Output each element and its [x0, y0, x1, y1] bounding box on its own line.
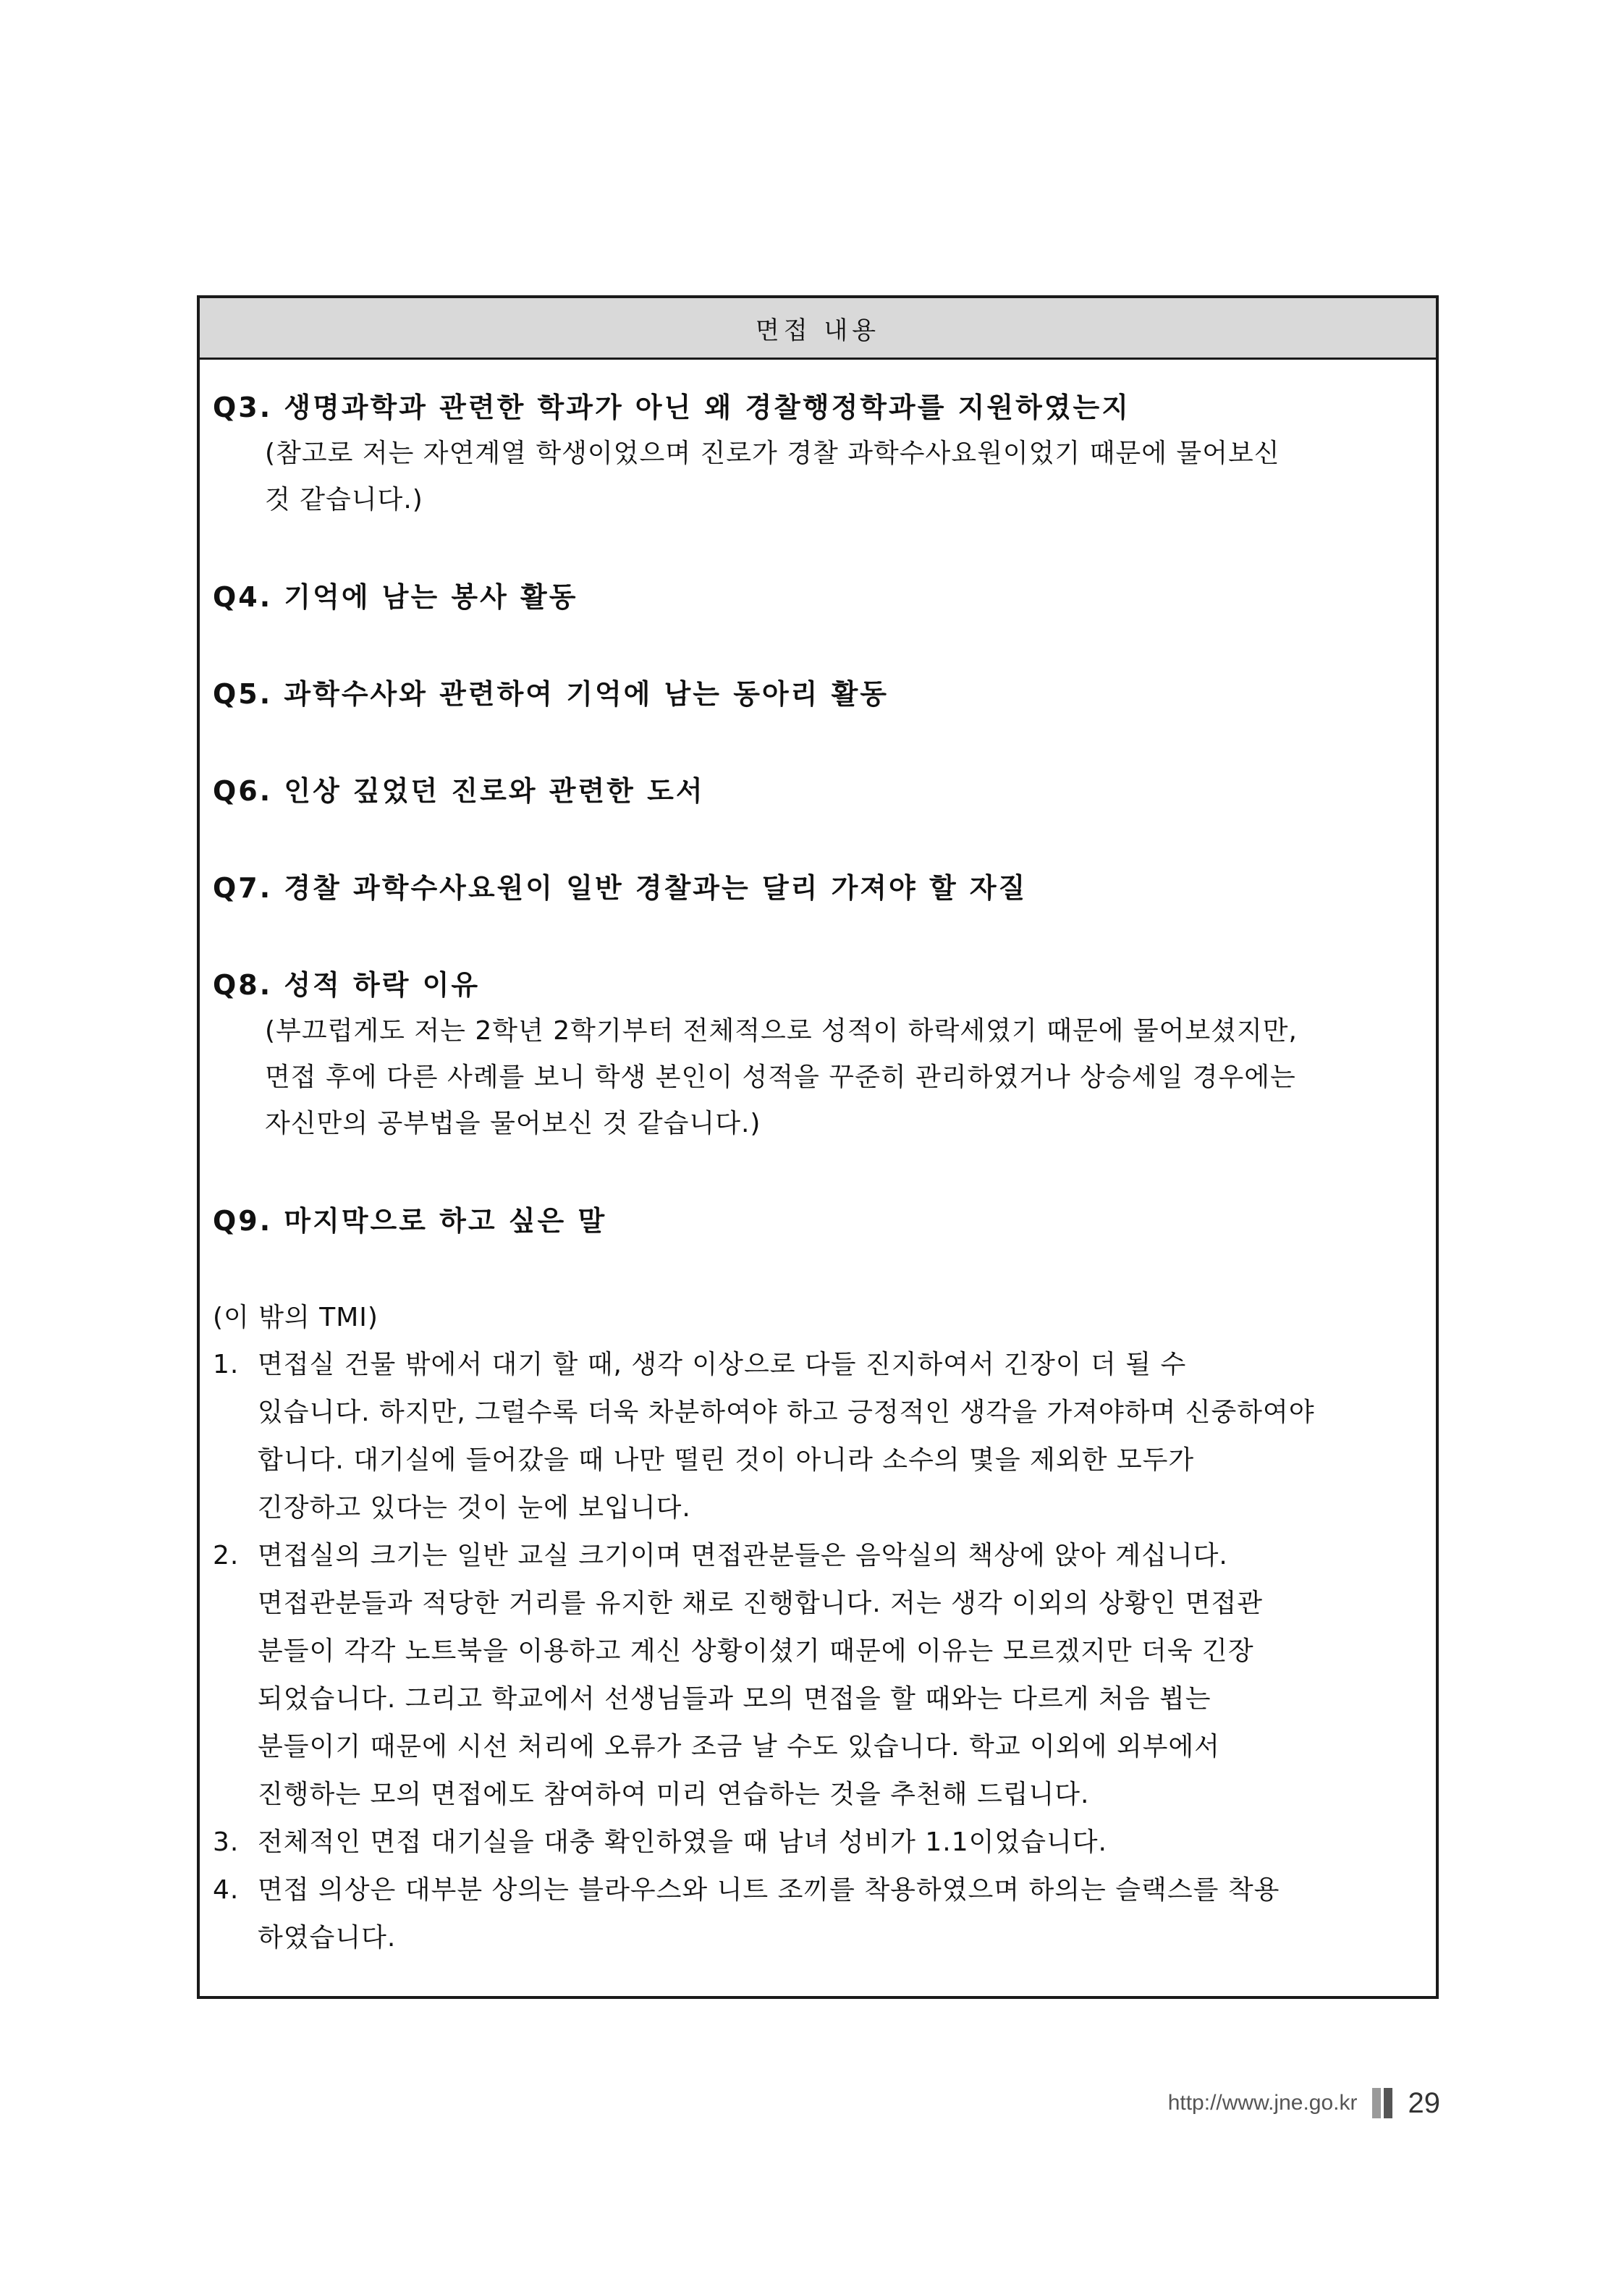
- interview-content-box: [197, 295, 1439, 1999]
- note-line: (부끄럽게도 저는 2학년 2학기부터 전체적으로 성적이 하락세였기 때문에 물어보셨지만,: [265, 1016, 1298, 1046]
- note-line: 자신만의 공부법을 물어보신 것 같습니다.): [265, 1109, 761, 1138]
- question-label: Q6. 인상 깊었던 진로와 관련한 도서: [213, 775, 705, 807]
- list-item-line: 분들이기 때문에 시선 처리에 오류가 조금 날 수도 있습니다. 학교 이외에 외부에서: [258, 1732, 1220, 1762]
- box-body: [200, 384, 1436, 1962]
- question-label: Q3. 생명과학과 관련한 학과가 아닌 왜 경찰행정학과를 지원하였는지: [213, 392, 1130, 423]
- list-item-line: 합니다. 대기실에 들어갔을 때 나만 떨린 것이 아니라 소수의 몇을 제외한 모두가: [258, 1445, 1195, 1475]
- list-item-line: 하였습니다.: [258, 1923, 397, 1953]
- list-item: [213, 1866, 1421, 1962]
- box-title: 면접 내용: [755, 316, 881, 345]
- list-item-number: 2.: [213, 1541, 240, 1570]
- question-note: [265, 1008, 1421, 1147]
- tmi-heading: (이 밖의 TMI): [213, 1303, 378, 1332]
- list-item-line: 면접실의 크기는 일반 교실 크기이며 면접관분들은 음악실의 책상에 앉아 계십니다.: [258, 1541, 1228, 1570]
- question-q5: [213, 671, 1421, 717]
- question-q9: [213, 1198, 1421, 1244]
- list-item-number: 3.: [213, 1827, 240, 1857]
- box-header: [200, 298, 1436, 360]
- note-line: 것 같습니다.): [265, 485, 423, 515]
- question-label: Q4. 기억에 남는 봉사 활동: [213, 581, 578, 613]
- footer-url: http://www.jne.go.kr: [1167, 2091, 1358, 2115]
- list-item-line: 면접실 건물 밖에서 대기 할 때, 생각 이상으로 다들 진지하여서 긴장이 더 될 수: [258, 1350, 1187, 1379]
- list-item-number: 4.: [213, 1875, 240, 1905]
- question-note: [265, 431, 1421, 523]
- question-q6: [213, 768, 1421, 814]
- list-item-line: 전체적인 면접 대기실을 대충 확인하였을 때 남녀 성비가 1.1이었습니다.: [258, 1827, 1107, 1857]
- list-item-line: 면접관분들과 적당한 거리를 유지한 채로 진행합니다. 저는 생각 이외의 상황인 면접관: [258, 1589, 1264, 1618]
- note-line: (참고로 저는 자연계열 학생이었으며 진로가 경찰 과학수사요원이었기 때문에 물어보신: [265, 439, 1280, 468]
- list-item-line: 있습니다. 하지만, 그럴수록 더욱 차분하여야 하고 긍정적인 생각을 가져야하며 신중하여야: [258, 1398, 1315, 1427]
- tmi-list: [213, 1341, 1421, 1962]
- question-q3: [213, 384, 1421, 523]
- tmi-section: [213, 1295, 1421, 1962]
- footer-bar-icon: [1372, 2088, 1395, 2118]
- list-item-number: 1.: [213, 1350, 240, 1379]
- question-label: Q5. 과학수사와 관련하여 기억에 남는 동아리 활동: [213, 678, 889, 710]
- list-item-line: 면접 의상은 대부분 상의는 블라우스와 니트 조끼를 착용하였으며 하의는 슬랙스를 착용: [258, 1875, 1280, 1905]
- list-item-line: 되었습니다. 그리고 학교에서 선생님들과 모의 면접을 할 때와는 다르게 처음 뵙는: [258, 1684, 1211, 1714]
- page-number: 29: [1408, 2086, 1440, 2119]
- page-footer: [1129, 2081, 1440, 2125]
- list-item-line: 긴장하고 있다는 것이 눈에 보입니다.: [258, 1493, 691, 1523]
- question-q4: [213, 574, 1421, 620]
- question-q7: [213, 865, 1421, 911]
- list-item: [213, 1341, 1421, 1532]
- question-label: Q9. 마지막으로 하고 싶은 말: [213, 1205, 607, 1237]
- question-q8: [213, 962, 1421, 1147]
- question-label: Q7. 경찰 과학수사요원이 일반 경찰과는 달리 가져야 할 자질: [213, 872, 1028, 904]
- note-line: 면접 후에 다른 사례를 보니 학생 본인이 성적을 꾸준히 관리하였거나 상승세일 경우에는: [265, 1062, 1296, 1092]
- question-label: Q8. 성적 하락 이유: [213, 969, 481, 1001]
- list-item: [213, 1532, 1421, 1819]
- list-item-line: 진행하는 모의 면접에도 참여하여 미리 연습하는 것을 추천해 드립니다.: [258, 1780, 1090, 1809]
- list-item-line: 분들이 각각 노트북을 이용하고 계신 상황이셨기 때문에 이유는 모르겠지만 더욱 긴장: [258, 1636, 1254, 1666]
- list-item: [213, 1819, 1421, 1866]
